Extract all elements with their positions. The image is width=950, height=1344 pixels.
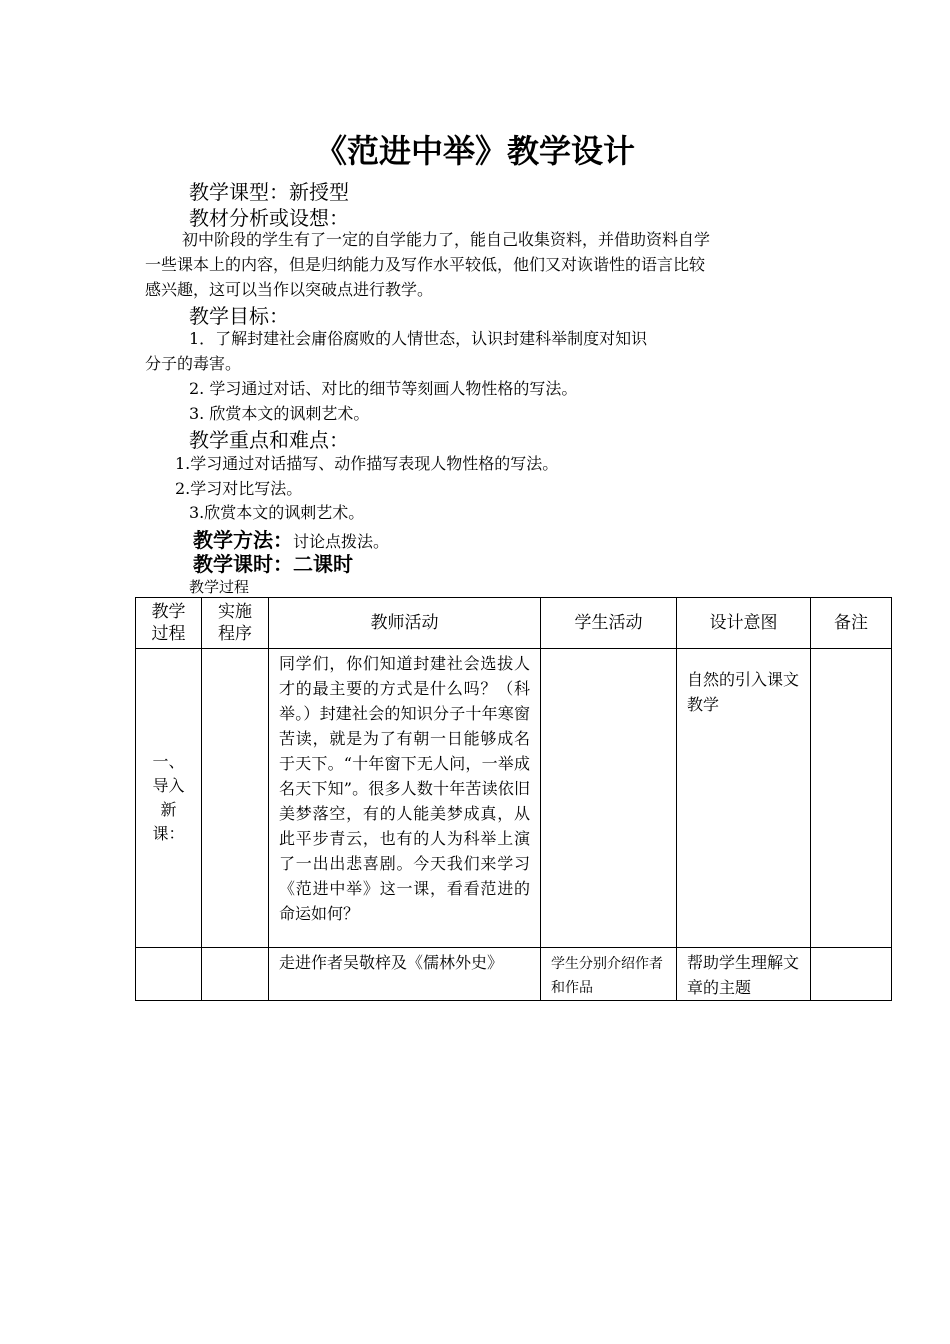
table-row — [136, 649, 892, 948]
analysis-line: 感兴趣，这可以当作以突破点进行教学。 — [145, 280, 434, 299]
goals-heading: 教学目标： — [189, 304, 289, 328]
course-type: 教学课型：新授型 — [189, 180, 349, 204]
key-point: 3.欣赏本文的讽刺艺术。 — [189, 503, 365, 522]
cell-notes — [811, 948, 892, 1001]
header-student-activity: 学生活动 — [541, 598, 677, 649]
cell-design-intent: 自然的引入课文教学 — [677, 649, 811, 948]
cell-procedure — [202, 948, 269, 1001]
cell-teacher-activity: 同学们，你们知道封建社会选拔人才的最主要的方式是什么吗？（科举。）封建社会的知识分子十年寒窗苦读，就是为了有朝一日能够成名于天下。“十年窗下无人问，一举成名天下知”。很多人数十年苦读依旧美梦落空，有的人能美梦成真，从此平步青云，也有的人为科举上演了一出出悲喜剧。今天我们来学习《范进中举》这一课，看看范进的命运如何？ — [269, 649, 541, 948]
method-label: 教学方法： — [193, 528, 293, 552]
key-point: 1.学习通过对话描写、动作描写表现人物性格的写法。 — [175, 454, 559, 473]
header-design-intent: 设计意图 — [677, 598, 811, 649]
process-label: 教学过程 — [189, 578, 250, 596]
goal-item: 1．了解封建社会庸俗腐败的人情世态，认识封建科举制度对知识 — [189, 329, 648, 348]
key-heading: 教学重点和难点： — [189, 428, 349, 452]
analysis-heading: 教材分析或设想： — [189, 206, 349, 230]
table-row — [136, 948, 892, 1001]
header-notes: 备注 — [811, 598, 892, 649]
analysis-line: 初中阶段的学生有了一定的自学能力了，能自己收集资料，并借助资料自学 — [182, 230, 711, 249]
goal-item: 分子的毒害。 — [145, 354, 242, 373]
cell-teacher-activity: 走进作者吴敬梓及《儒林外史》 — [269, 948, 541, 1001]
hours-label: 教学课时：二课时 — [193, 552, 353, 576]
header-process: 教学过程 — [136, 598, 202, 649]
key-point: 2.学习对比写法。 — [175, 479, 303, 498]
cell-process: 一、导入新课： — [136, 649, 202, 948]
goal-item: 3. 欣赏本文的讽刺艺术。 — [189, 404, 370, 423]
cell-student-activity — [541, 649, 677, 948]
header-procedure: 实施程序 — [202, 598, 269, 649]
header-teacher-activity: 教师活动 — [269, 598, 541, 649]
process-table — [135, 597, 892, 1001]
analysis-line: 一些课本上的内容，但是归纳能力及写作水平较低，他们又对诙谐性的语言比较 — [145, 255, 706, 274]
table-header-row — [136, 598, 892, 649]
cell-student-activity: 学生分别介绍作者和作品 — [541, 948, 677, 1001]
cell-procedure — [202, 649, 269, 948]
goal-item: 2. 学习通过对话、对比的细节等刻画人物性格的写法。 — [189, 379, 578, 398]
document-title: 《范进中举》教学设计 — [314, 132, 635, 170]
cell-notes — [811, 649, 892, 948]
cell-process — [136, 948, 202, 1001]
cell-design-intent: 帮助学生理解文章的主题 — [677, 948, 811, 1001]
method-value: 讨论点拨法。 — [293, 532, 390, 551]
